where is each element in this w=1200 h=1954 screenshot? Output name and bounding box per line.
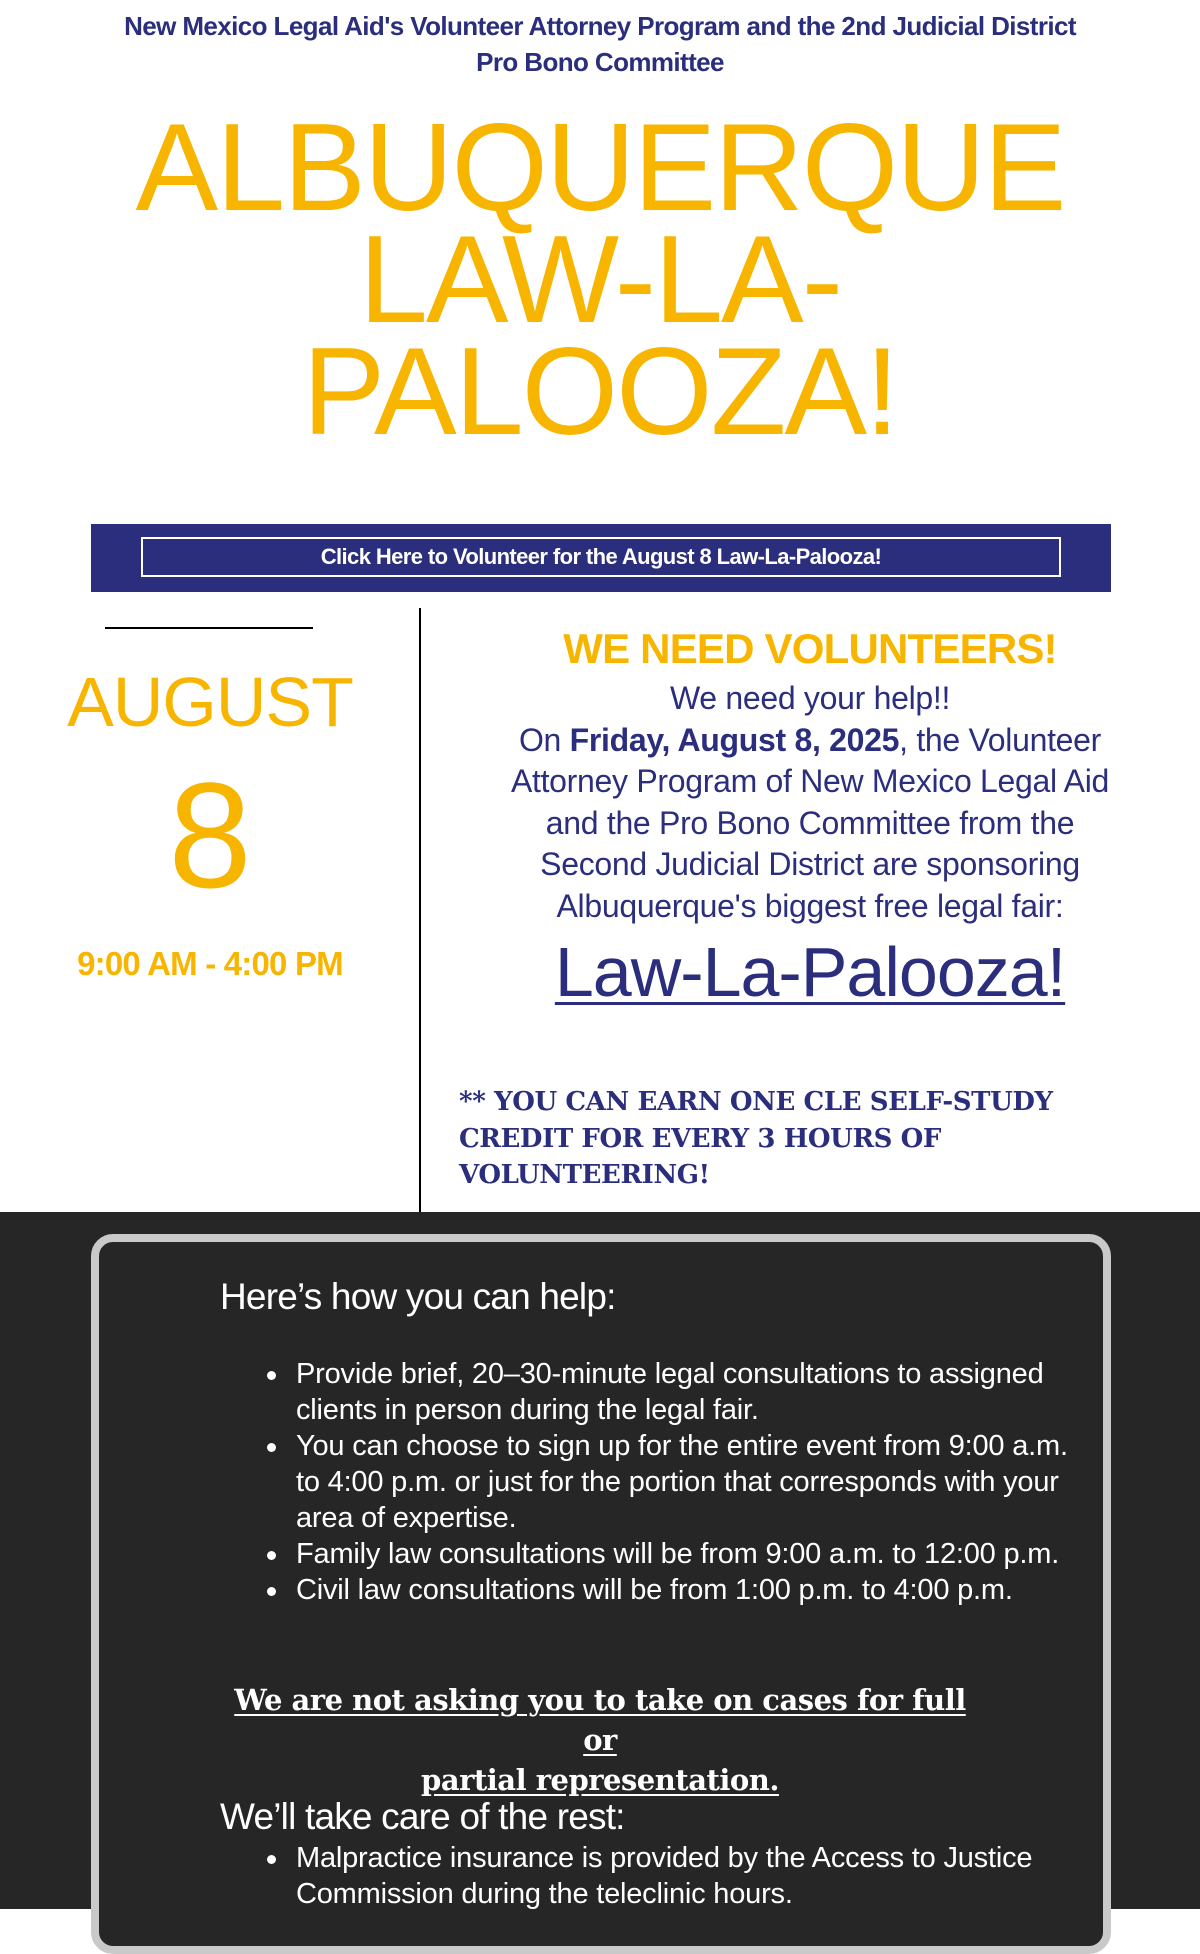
disclaimer-line-1: We are not asking you to take on cases for full or xyxy=(234,1683,966,1757)
event-hours: 9:00 AM - 4:00 PM xyxy=(77,945,343,982)
volunteer-banner xyxy=(91,524,1111,592)
event-month: AUGUST xyxy=(67,663,353,741)
description-line-1: We need your help!! xyxy=(669,680,951,716)
list-item: Provide brief, 20–30-minute legal consultations to assigned clients in person during the legal fair. xyxy=(296,1356,1076,1428)
title-line-2: LAW-LA- xyxy=(358,211,842,349)
column-divider xyxy=(419,608,421,1212)
cle-line-3: VOLUNTEERING! xyxy=(459,1160,710,1190)
description-line-4: and the Pro Bono Committee from the xyxy=(545,804,1075,841)
law-la-palooza-link[interactable]: Law-La-Palooza! xyxy=(554,933,1066,1011)
event-day: 8 xyxy=(168,751,252,919)
care-heading: We’ll take care of the rest: xyxy=(220,1796,625,1837)
cle-line-2: CREDIT FOR EVERY 3 HOURS OF xyxy=(459,1123,941,1154)
date-divider xyxy=(105,627,313,629)
volunteers-description xyxy=(450,678,1170,927)
list-item: Malpractice insurance is provided by the Access to Justice Commission during the teleclinic hours. xyxy=(296,1840,1076,1912)
description-line-5: Second Judicial District are sponsoring xyxy=(540,846,1080,882)
description-line-3: Attorney Program of New Mexico Legal Aid xyxy=(510,763,1110,799)
help-list xyxy=(296,1356,1076,1608)
organizer-header xyxy=(0,8,1200,80)
list-item: Civil law consultations will be from 1:00 p.m. to 4:00 p.m. xyxy=(296,1572,1076,1608)
volunteers-heading: WE NEED VOLUNTEERS! xyxy=(563,625,1057,672)
volunteer-signup-link[interactable]: Click Here to Volunteer for the August 8 Law-La-Palooza! xyxy=(141,537,1061,577)
care-list xyxy=(296,1840,1076,1912)
organizer-line-1: New Mexico Legal Aid's Volunteer Attorney Program and the 2nd Judicial District xyxy=(124,11,1076,41)
cle-line-1: ** YOU CAN EARN ONE CLE SELF-STUDY xyxy=(459,1087,1053,1117)
event-date-bold: Friday, August 8, 2025 xyxy=(569,721,900,758)
organizer-line-2: Pro Bono Committee xyxy=(476,47,724,77)
representation-disclaimer xyxy=(220,1680,980,1800)
title-line-3: PALOOZA! xyxy=(302,323,898,461)
help-heading: Here’s how you can help: xyxy=(220,1276,616,1317)
disclaimer-line-2: partial representation. xyxy=(421,1763,779,1797)
event-title xyxy=(0,99,1200,461)
list-item: Family law consultations will be from 9:00 a.m. to 12:00 p.m. xyxy=(296,1536,1076,1572)
title-line-1: ALBUQUERQUE xyxy=(135,99,1065,237)
description-line-2: On Friday, August 8, 2025, the Volunteer xyxy=(518,721,1102,758)
cle-credit-note xyxy=(459,1084,1159,1194)
list-item: You can choose to sign up for the entire event from 9:00 a.m. to 4:00 p.m. or just for the portion that corresponds with your area of expertise. xyxy=(296,1428,1076,1536)
description-line-6: Albuquerque's biggest free legal fair: xyxy=(556,887,1064,924)
